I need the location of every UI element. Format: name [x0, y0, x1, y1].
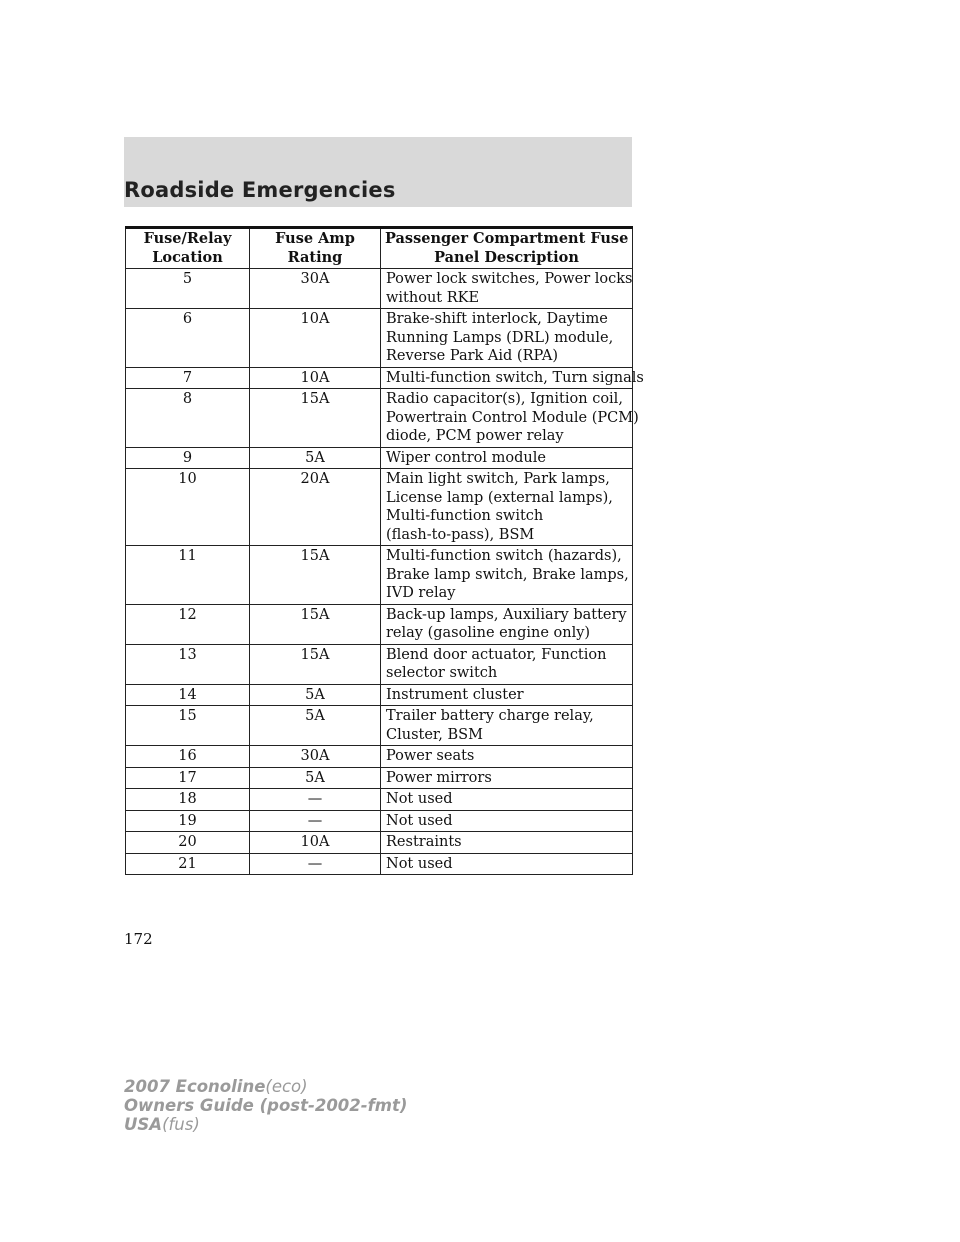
section-title: Roadside Emergencies: [124, 178, 396, 202]
description-line: Powertrain Control Module (PCM): [386, 409, 639, 426]
fuse-description-cell: [381, 706, 633, 746]
fuse-description-cell: [381, 853, 633, 875]
footer-line-guide: Owners Guide (post-2002-fmt): [124, 1096, 408, 1115]
table-row: [126, 706, 633, 746]
table-row: [126, 269, 633, 309]
fuse-location-cell: 20: [126, 832, 250, 854]
fuse-description-cell: [381, 832, 633, 854]
table-row: [126, 746, 633, 768]
fuse-description-cell: [381, 469, 633, 546]
header-panel-description: Passenger Compartment Fuse Panel Description: [381, 228, 633, 269]
fuse-description-cell: [381, 367, 644, 389]
description-line: without RKE: [386, 289, 480, 306]
description-line: Radio capacitor(s), Ignition coil,: [386, 391, 623, 407]
fuse-amp-cell: 10A: [250, 367, 381, 389]
header-fuse-amp-rating: Fuse Amp Rating: [250, 228, 381, 269]
fuse-amp-cell: 15A: [250, 604, 381, 644]
description-line: Brake-shift interlock, Daytime: [386, 311, 608, 327]
description-line: Not used: [386, 812, 453, 829]
fuse-amp-cell: 5A: [250, 684, 381, 706]
table-row: [126, 546, 633, 605]
description-line: diode, PCM power relay: [386, 428, 564, 444]
description-line: Running Lamps (DRL) module,: [386, 329, 614, 346]
fuse-description-cell: [381, 684, 633, 706]
table-row: [126, 832, 633, 854]
fuse-location-cell: 16: [126, 746, 250, 768]
fuse-location-cell: 6: [126, 309, 250, 368]
description-line: IVD relay: [386, 585, 456, 601]
table-row: [126, 309, 633, 368]
table-row: [126, 367, 633, 389]
description-line: Multi-function switch: [386, 508, 544, 524]
fuse-amp-cell: 30A: [250, 269, 381, 309]
description-line: Multi-function switch (hazards),: [386, 548, 622, 564]
fuse-location-cell: 15: [126, 706, 250, 746]
description-line: Cluster, BSM: [386, 726, 483, 743]
fuse-amp-cell: —: [250, 810, 381, 832]
fuse-location-cell: 8: [126, 389, 250, 448]
fuse-description-cell: [381, 447, 633, 469]
description-line: Back-up lamps, Auxiliary battery: [386, 606, 627, 623]
table-row: [126, 810, 633, 832]
table-row: [126, 789, 633, 811]
fuse-amp-cell: —: [250, 853, 381, 875]
description-line: Instrument cluster: [386, 686, 524, 703]
table-row: [126, 853, 633, 875]
description-line: Not used: [386, 855, 453, 872]
fuse-description-cell: [381, 767, 633, 789]
description-line: Trailer battery charge relay,: [386, 708, 594, 724]
fuse-description-cell: [381, 269, 633, 309]
fuse-amp-cell: 30A: [250, 746, 381, 768]
fuse-location-cell: 14: [126, 684, 250, 706]
fuse-location-cell: 10: [126, 469, 250, 546]
fuse-amp-cell: 15A: [250, 389, 381, 448]
description-line: Reverse Park Aid (RPA): [386, 348, 559, 364]
fuse-amp-cell: 5A: [250, 706, 381, 746]
description-line: Power mirrors: [386, 769, 492, 786]
header-fuse-relay-location: Fuse/Relay Location: [126, 228, 250, 269]
table-row: [126, 684, 633, 706]
fuse-description-cell: [381, 604, 633, 644]
fuse-amp-cell: 15A: [250, 546, 381, 605]
fuse-location-cell: 18: [126, 789, 250, 811]
fuse-location-cell: 5: [126, 269, 250, 309]
fuse-description-cell: [381, 546, 633, 605]
fuse-description-cell: [381, 746, 633, 768]
table-row: [126, 447, 633, 469]
fuse-location-cell: 19: [126, 810, 250, 832]
fuse-amp-cell: 10A: [250, 309, 381, 368]
table-row: [126, 767, 633, 789]
table-header-row: [126, 228, 633, 269]
fuse-amp-cell: —: [250, 789, 381, 811]
description-line: Restraints: [386, 834, 462, 850]
description-line: Wiper control module: [386, 449, 546, 466]
description-line: (flash-to-pass), BSM: [386, 526, 535, 543]
fuse-description-cell: [381, 309, 633, 368]
fuse-table-body: [126, 269, 644, 875]
fuse-location-cell: 12: [126, 604, 250, 644]
fuse-location-cell: 21: [126, 853, 250, 875]
table-row: [126, 389, 633, 448]
fuse-location-cell: 13: [126, 644, 250, 684]
description-line: License lamp (external lamps),: [386, 489, 613, 506]
fuse-amp-cell: 20A: [250, 469, 381, 546]
fuse-amp-cell: 10A: [250, 832, 381, 854]
description-line: selector switch: [386, 665, 498, 681]
description-line: Brake lamp switch, Brake lamps,: [386, 566, 629, 583]
fuse-location-cell: 9: [126, 447, 250, 469]
fuse-amp-cell: 5A: [250, 447, 381, 469]
description-line: Not used: [386, 791, 453, 807]
table-row: [126, 469, 633, 546]
fuse-description-cell: [381, 810, 633, 832]
description-line: Multi-function switch, Turn signals: [386, 369, 644, 386]
footer-line-model: 2007 Econoline(eco): [124, 1077, 308, 1096]
document-footer: [124, 1077, 407, 1134]
fuse-table: [125, 226, 644, 875]
fuse-amp-cell: 15A: [250, 644, 381, 684]
description-line: Power seats: [386, 748, 475, 764]
fuse-description-cell: [381, 389, 639, 448]
table-row: [126, 604, 633, 644]
table-row: [126, 644, 633, 684]
page-number: 172: [124, 930, 153, 948]
fuse-description-cell: [381, 789, 633, 811]
fuse-location-cell: 17: [126, 767, 250, 789]
fuse-amp-cell: 5A: [250, 767, 381, 789]
description-line: Main light switch, Park lamps,: [386, 471, 610, 487]
description-line: relay (gasoline engine only): [386, 625, 591, 641]
fuse-location-cell: 7: [126, 367, 250, 389]
fuse-location-cell: 11: [126, 546, 250, 605]
fuse-description-cell: [381, 644, 633, 684]
footer-line-market: USA(fus): [124, 1115, 200, 1134]
description-line: Blend door actuator, Function: [386, 646, 607, 663]
description-line: Power lock switches, Power locks: [386, 271, 633, 287]
